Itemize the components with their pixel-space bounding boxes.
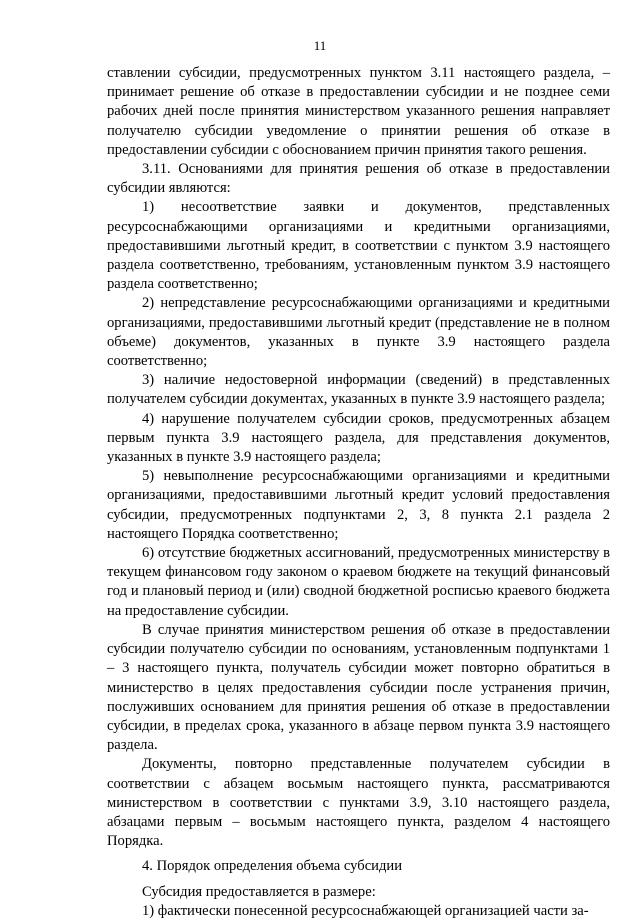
paragraph-ground-6: 6) отсутствие бюджетных ассигнований, предусмотренных министерству в текущем финансовом году законом о краевом бюджете на текущий финансовый год и плановый период и (или) сводной бюджетной росписью краевого бюджета на предоставление субсидии. [107,545,610,619]
paragraph-ground-5: 5) невыполнение ресурсоснабжающими организациями и кредитными организациями, предоставившими льготный кредит условий предоставления субсидии, предусмотренных подпунктами 2, 3, 8 пункта 2.1 раздела 2 настоящего Порядка соответственно; [107,468,610,542]
paragraph-repeat-documents: Документы, повторно представленные получателем субсидии в соответствии с абзацем восьмым настоящего пункта, рассматриваются министерством в соответствии с пунктами 3.9, 3.10 настоящего раздела, абзацами первым – восьмым настоящего пункта, разделом 4 настоящего Порядка. [107,756,610,850]
section-heading-4: 4. Порядок определения объема субсидии [142,858,403,875]
paragraph-continuation: ставлении субсидии, предусмотренных пунктом 3.11 настоящего раздела, – принимает решение об отказе в предоставлении субсидии и не позднее семи рабочих дней после принятия министерством указанного решения направляет получателю субсидии уведомление о принятии решения об отказе в предоставлении субсидии с обоснованием причин принятия такого решения. [107,65,610,158]
paragraph-3-11-intro: 3.11. Основаниями для принятия решения об отказе в предоставлении субсидии являются: [107,161,610,197]
paragraph-ground-2: 2) непредставление ресурсоснабжающими организациями и кредитными организациями, предоставившими льготный кредит (представление не в полном объеме) документов, указанных в пункте 3.9 настоящего раздела соответственно; [107,295,610,370]
paragraph-ground-4: 4) нарушение получателем субсидии сроков, предусмотренных абзацем первым пункта 3.9 настоящего раздела, для представления документов, указанных в пункте 3.9 настоящего раздела; [107,410,610,466]
paragraph-ground-3: 3) наличие недостоверной информации (сведений) в представленных получателем субсидии документах, указанных в пункте 3.9 настоящего раздела; [107,372,610,408]
paragraph-subsidy-size: Субсидия предоставляется в размере: [142,883,376,900]
document-body [107,64,610,921]
paragraph-ground-1: 1) несоответствие заявки и документов, представленных ресурсоснабжающими организациями и кредитными организациями, предоставившими льготный кредит, в соответствии с пунктом 3.9 настоящего раздела соответственно, требованиям, установленным пунктом 3.9 настоящего раздела соответственно; [107,199,610,293]
paragraph-subsidy-item-1: 1) фактически понесенной ресурсоснабжающей организацией части за- [142,902,589,919]
page-number: 11 [313,38,327,53]
paragraph-repeat-application: В случае принятия министерством решения об отказе в предоставлении субсидии получателю субсидии по основаниям, установленным подпунктами 1 – 3 настоящего пункта, получатель субсидии может повторно обратиться в министерство в целях предоставления субсидии после устранения причин, послуживших основанием для принятия решения об отказе в предоставлении субсидии, в пределах срока, указанного в абзаце первом пункта 3.9 настоящего раздела. [107,621,610,754]
